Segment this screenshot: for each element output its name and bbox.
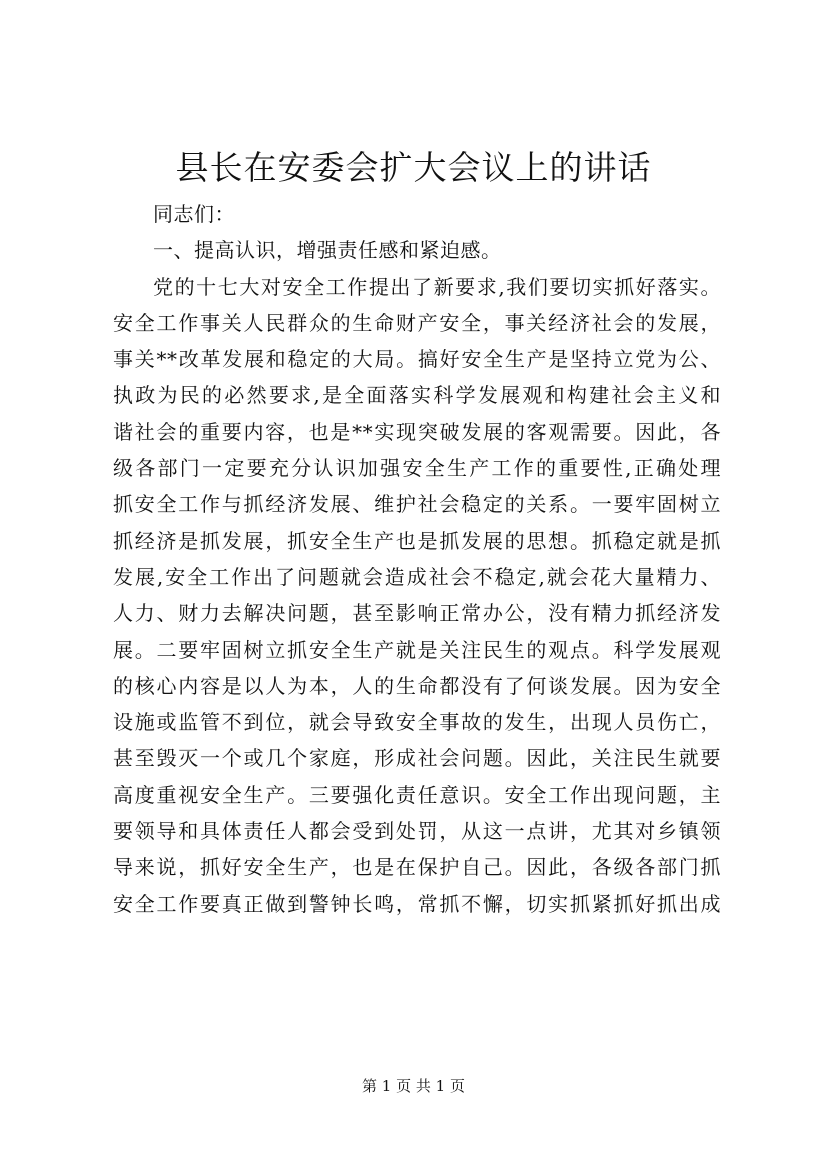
paragraph-line: 安全工作要真正做到警钟长鸣，常抓不懈，切实抓紧抓好抓出成 <box>113 891 721 916</box>
section-heading: 一、提高认识，增强责任感和紧迫感。 <box>153 238 502 263</box>
paragraph-line: 展。二要牢固树立抓安全生产就是关注民生的观点。科学发展观 <box>113 637 721 662</box>
paragraph-line: 党的十七大对安全工作提出了新要求,我们要切实抓好落实。 <box>153 274 721 299</box>
paragraph-line: 抓安全工作与抓经济发展、维护社会稳定的关系。一要牢固树立 <box>113 492 721 517</box>
paragraph-line: 抓经济是抓发展，抓安全生产也是抓发展的思想。抓稳定就是抓 <box>113 528 721 553</box>
document-title: 县长在安委会扩大会议上的讲话 <box>175 148 652 187</box>
paragraph-line: 谐社会的重要内容，也是**实现突破发展的客观需要。因此，各 <box>113 419 721 444</box>
paragraph-line: 级各部门一定要充分认识加强安全生产工作的重要性,正确处理 <box>113 456 721 481</box>
paragraph-line: 要领导和具体责任人都会受到处罚，从这一点讲，尤其对乡镇领 <box>113 819 721 844</box>
salutation-line: 同志们： <box>153 202 235 226</box>
paragraph-line: 设施或监管不到位，就会导致安全事故的发生，出现人员伤亡， <box>113 710 721 735</box>
document-body <box>113 196 721 922</box>
paragraph-line: 发展,安全工作出了问题就会造成社会不稳定,就会花大量精力、 <box>113 564 721 589</box>
paragraph-line: 人力、财力去解决问题，甚至影响正常办公，没有精力抓经济发 <box>113 601 721 626</box>
paragraph-line: 安全工作事关人民群众的生命财产安全，事关经济社会的发展， <box>113 310 721 335</box>
paragraph-line: 事关**改革发展和稳定的大局。搞好安全生产是坚持立党为公、 <box>113 347 721 372</box>
page-number-footer: 第 1 页 共 1 页 <box>362 1077 465 1095</box>
paragraph-line: 甚至毁灭一个或几个家庭，形成社会问题。因此，关注民生就要 <box>113 746 721 771</box>
paragraph-line: 执政为民的必然要求,是全面落实科学发展观和构建社会主义和 <box>113 383 721 408</box>
paragraph-line: 的核心内容是以人为本，人的生命都没有了何谈发展。因为安全 <box>113 673 721 698</box>
paragraph-line: 高度重视安全生产。三要强化责任意识。安全工作出现问题，主 <box>113 782 721 807</box>
paragraph-line: 导来说，抓好安全生产，也是在保护自己。因此，各级各部门抓 <box>113 855 721 880</box>
